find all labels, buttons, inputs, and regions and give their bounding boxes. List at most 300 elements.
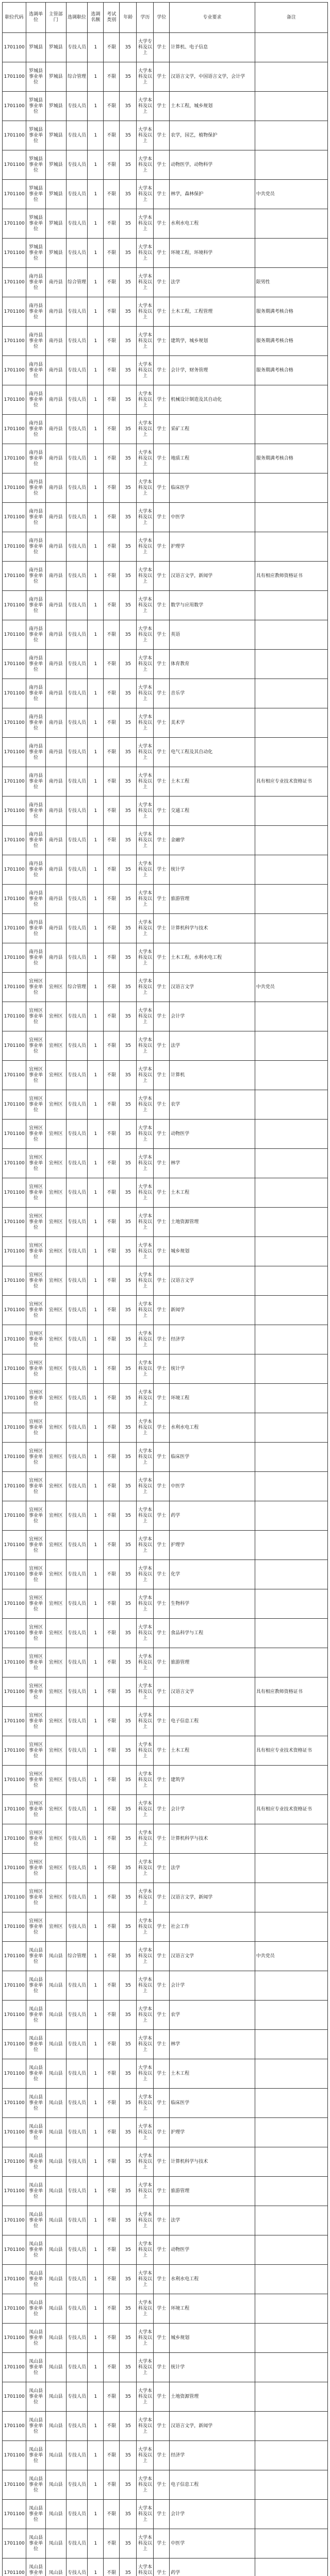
cell-edu: 大学本科及以上 [137, 1971, 154, 2001]
cell-edu: 大学本科及以上 [137, 973, 154, 1002]
cell-exam: 不限 [104, 2558, 120, 2576]
cell-num: 1 [88, 1120, 104, 1149]
cell-dept: 宜州区 [45, 1766, 66, 1795]
table-row [3, 2177, 328, 2206]
cell-num: 1 [88, 2147, 104, 2177]
cell-unit: 南丹县事业单位 [26, 826, 46, 855]
recruitment-table [2, 2, 328, 2576]
cell-exam: 不限 [104, 738, 120, 767]
cell-note [255, 1296, 327, 1325]
cell-unit: 宜州区事业单位 [26, 1766, 46, 1795]
header-age: 年龄 [120, 3, 137, 33]
header-post: 选调职位 [66, 3, 88, 33]
cell-deg: 学士 [154, 738, 170, 767]
table-row [3, 1090, 328, 1120]
cell-num: 1 [88, 1384, 104, 1413]
cell-code: 1701100 [3, 1090, 26, 1120]
table-row [3, 826, 328, 855]
cell-edu: 大学本科及以上 [137, 62, 154, 92]
cell-major: 计算机科学与技术 [170, 1824, 255, 1854]
cell-num: 1 [88, 914, 104, 943]
cell-code: 1701100 [3, 1942, 26, 1971]
cell-major: 数学与应用数学 [170, 591, 255, 620]
cell-note [255, 2235, 327, 2265]
cell-age: 35 [120, 209, 137, 239]
cell-major: 农学 [170, 1090, 255, 1120]
cell-unit: 南丹县事业单位 [26, 943, 46, 973]
cell-dept: 宜州区 [45, 1120, 66, 1149]
cell-exam: 不限 [104, 1619, 120, 1648]
cell-major: 社会工作 [170, 1912, 255, 1942]
cell-age: 35 [120, 826, 137, 855]
cell-deg: 学士 [154, 532, 170, 562]
header-dept: 主管部门 [45, 3, 66, 33]
cell-dept: 凤山县 [45, 2382, 66, 2412]
cell-code: 1701100 [3, 180, 26, 209]
cell-num: 1 [88, 973, 104, 1002]
cell-post: 专技人员 [66, 2030, 88, 2059]
cell-num: 1 [88, 1531, 104, 1560]
table-row [3, 2294, 328, 2324]
cell-code: 1701100 [3, 1178, 26, 1208]
cell-deg: 学士 [154, 1443, 170, 1472]
cell-dept: 宜州区 [45, 1266, 66, 1296]
cell-num: 1 [88, 2529, 104, 2558]
cell-major: 药学 [170, 2558, 255, 2576]
cell-code: 1701100 [3, 2324, 26, 2353]
cell-deg: 学士 [154, 1354, 170, 1384]
cell-age: 35 [120, 1677, 137, 1707]
cell-dept: 宜州区 [45, 1531, 66, 1560]
table-row [3, 532, 328, 562]
cell-major: 汉语言文学 [170, 973, 255, 1002]
cell-note [255, 1824, 327, 1854]
cell-dept: 凤山县 [45, 2558, 66, 2576]
cell-age: 35 [120, 62, 137, 92]
cell-exam: 不限 [104, 855, 120, 885]
cell-deg: 学士 [154, 2500, 170, 2529]
cell-unit: 凤山县事业单位 [26, 2412, 46, 2441]
cell-num: 1 [88, 1912, 104, 1942]
table-row [3, 708, 328, 738]
cell-num: 1 [88, 1443, 104, 1472]
recruitment-table-container [2, 2, 328, 2576]
cell-note [255, 1472, 327, 1501]
cell-note [255, 385, 327, 415]
cell-exam: 不限 [104, 973, 120, 1002]
table-row [3, 2500, 328, 2529]
cell-unit: 宜州区事业单位 [26, 1560, 46, 1589]
cell-exam: 不限 [104, 1912, 120, 1942]
cell-deg: 学士 [154, 1266, 170, 1296]
cell-exam: 不限 [104, 2470, 120, 2500]
cell-age: 35 [120, 356, 137, 385]
cell-deg: 学士 [154, 1707, 170, 1736]
table-row [3, 1619, 328, 1648]
table-row [3, 1501, 328, 1531]
table-row [3, 1971, 328, 2001]
cell-major: 土地资源管理 [170, 2382, 255, 2412]
cell-major: 电子信息工程 [170, 2470, 255, 2500]
cell-deg: 学士 [154, 2353, 170, 2382]
cell-post: 专技人员 [66, 2177, 88, 2206]
cell-post: 专技人员 [66, 327, 88, 356]
cell-note [255, 650, 327, 679]
cell-note [255, 62, 327, 92]
cell-unit: 南丹县事业单位 [26, 650, 46, 679]
cell-exam: 不限 [104, 473, 120, 503]
cell-post: 专技人员 [66, 1854, 88, 1883]
cell-note [255, 1501, 327, 1531]
cell-deg: 学士 [154, 1589, 170, 1619]
cell-dept: 宜州区 [45, 1237, 66, 1266]
cell-num: 1 [88, 2441, 104, 2470]
cell-exam: 不限 [104, 2059, 120, 2089]
cell-note [255, 33, 327, 62]
cell-note [255, 1031, 327, 1061]
cell-unit: 宜州区事业单位 [26, 1031, 46, 1061]
cell-note [255, 1384, 327, 1413]
cell-major: 环境工程，环境科学 [170, 239, 255, 268]
cell-note [255, 1266, 327, 1296]
cell-code: 1701100 [3, 1472, 26, 1501]
cell-unit: 南丹县事业单位 [26, 532, 46, 562]
cell-post: 专技人员 [66, 1325, 88, 1354]
cell-unit: 罗城县事业单位 [26, 121, 46, 150]
cell-major: 农学 [170, 2001, 255, 2030]
cell-edu: 大学本科及以上 [137, 2147, 154, 2177]
cell-age: 35 [120, 2089, 137, 2118]
table-row [3, 385, 328, 415]
cell-major: 旅游管理 [170, 885, 255, 914]
cell-major: 土木工程，工程管理 [170, 297, 255, 327]
cell-num: 1 [88, 1061, 104, 1090]
cell-edu: 大学本科及以上 [137, 2294, 154, 2324]
cell-major: 水利水电工程 [170, 2265, 255, 2294]
cell-major: 汉语言文学，新闻学 [170, 562, 255, 591]
cell-code: 1701100 [3, 1854, 26, 1883]
table-row [3, 767, 328, 796]
cell-code: 1701100 [3, 973, 26, 1002]
cell-major: 土木工程，水利水电工程 [170, 943, 255, 973]
cell-exam: 不限 [104, 2235, 120, 2265]
cell-note [255, 2529, 327, 2558]
cell-major: 动物医学 [170, 1120, 255, 1149]
cell-note [255, 239, 327, 268]
cell-age: 35 [120, 1149, 137, 1178]
cell-unit: 宜州区事业单位 [26, 973, 46, 1002]
cell-major: 汉语言文学 [170, 1942, 255, 1971]
cell-code: 1701100 [3, 150, 26, 180]
cell-unit: 罗城县事业单位 [26, 239, 46, 268]
cell-code: 1701100 [3, 1237, 26, 1266]
cell-code: 1701100 [3, 33, 26, 62]
cell-major: 法学 [170, 1854, 255, 1883]
cell-edu: 大学本科及以上 [137, 1031, 154, 1061]
cell-deg: 学士 [154, 855, 170, 885]
cell-deg: 学士 [154, 2001, 170, 2030]
table-row [3, 1883, 328, 1912]
cell-dept: 宜州区 [45, 1208, 66, 1237]
cell-major: 会计学 [170, 1002, 255, 1031]
cell-unit: 凤山县事业单位 [26, 2001, 46, 2030]
cell-note [255, 1237, 327, 1266]
cell-unit: 宜州区事业单位 [26, 1354, 46, 1384]
cell-edu: 大学本科及以上 [137, 1266, 154, 1296]
cell-exam: 不限 [104, 2412, 120, 2441]
cell-unit: 宜州区事业单位 [26, 1296, 46, 1325]
cell-num: 1 [88, 180, 104, 209]
cell-dept: 罗城县 [45, 209, 66, 239]
cell-code: 1701100 [3, 1971, 26, 2001]
cell-post: 专技人员 [66, 767, 88, 796]
cell-unit: 宜州区事业单位 [26, 1707, 46, 1736]
cell-num: 1 [88, 2118, 104, 2147]
cell-num: 1 [88, 33, 104, 62]
cell-code: 1701100 [3, 1912, 26, 1942]
cell-deg: 学士 [154, 1237, 170, 1266]
cell-code: 1701100 [3, 2558, 26, 2576]
cell-deg: 学士 [154, 796, 170, 826]
cell-note [255, 209, 327, 239]
cell-dept: 南丹县 [45, 385, 66, 415]
cell-note [255, 1354, 327, 1384]
cell-code: 1701100 [3, 1531, 26, 1560]
cell-num: 1 [88, 2294, 104, 2324]
cell-edu: 大学本科及以上 [137, 767, 154, 796]
cell-exam: 不限 [104, 1883, 120, 1912]
cell-code: 1701100 [3, 1120, 26, 1149]
cell-dept: 宜州区 [45, 1149, 66, 1178]
cell-edu: 大学本科及以上 [137, 1560, 154, 1589]
cell-exam: 不限 [104, 1384, 120, 1413]
cell-note [255, 1061, 327, 1090]
cell-code: 1701100 [3, 297, 26, 327]
cell-major: 旅游管理 [170, 1648, 255, 1677]
cell-unit: 南丹县事业单位 [26, 620, 46, 650]
cell-age: 35 [120, 1912, 137, 1942]
table-row [3, 2353, 328, 2382]
cell-major: 土木工程 [170, 2059, 255, 2089]
cell-deg: 学士 [154, 1912, 170, 1942]
cell-unit: 南丹县事业单位 [26, 738, 46, 767]
cell-num: 1 [88, 1354, 104, 1384]
cell-code: 1701100 [3, 2235, 26, 2265]
cell-note [255, 1883, 327, 1912]
cell-major: 食品科学与工程 [170, 1619, 255, 1648]
table-row [3, 796, 328, 826]
cell-unit: 宜州区事业单位 [26, 1472, 46, 1501]
cell-age: 35 [120, 650, 137, 679]
cell-unit: 宜州区事业单位 [26, 1736, 46, 1766]
cell-edu: 大学本科及以上 [137, 2441, 154, 2470]
table-row [3, 1002, 328, 1031]
cell-exam: 不限 [104, 2177, 120, 2206]
table-row [3, 738, 328, 767]
cell-age: 35 [120, 679, 137, 708]
cell-note [255, 1619, 327, 1648]
cell-post: 专技人员 [66, 738, 88, 767]
cell-code: 1701100 [3, 826, 26, 855]
cell-post: 专技人员 [66, 532, 88, 562]
cell-exam: 不限 [104, 1002, 120, 1031]
cell-exam: 不限 [104, 415, 120, 444]
cell-note: 中共党员 [255, 973, 327, 1002]
cell-dept: 宜州区 [45, 1824, 66, 1854]
cell-post: 专技人员 [66, 33, 88, 62]
cell-age: 35 [120, 2412, 137, 2441]
cell-exam: 不限 [104, 1413, 120, 1443]
cell-code: 1701100 [3, 1354, 26, 1384]
cell-num: 1 [88, 2030, 104, 2059]
cell-deg: 学士 [154, 239, 170, 268]
cell-edu: 大学本科及以上 [137, 1677, 154, 1707]
cell-dept: 宜州区 [45, 1648, 66, 1677]
cell-note [255, 1854, 327, 1883]
table-row [3, 180, 328, 209]
cell-deg: 学士 [154, 591, 170, 620]
cell-num: 1 [88, 2089, 104, 2118]
cell-edu: 大学本科及以上 [137, 92, 154, 121]
cell-major: 土地资源管理 [170, 1208, 255, 1237]
cell-exam: 不限 [104, 2441, 120, 2470]
cell-code: 1701100 [3, 943, 26, 973]
cell-code: 1701100 [3, 2500, 26, 2529]
cell-dept: 宜州区 [45, 1472, 66, 1501]
cell-unit: 宜州区事业单位 [26, 1531, 46, 1560]
cell-post: 专技人员 [66, 591, 88, 620]
cell-dept: 南丹县 [45, 473, 66, 503]
cell-unit: 南丹县事业单位 [26, 415, 46, 444]
table-row [3, 2030, 328, 2059]
cell-num: 1 [88, 2324, 104, 2353]
cell-age: 35 [120, 1090, 137, 1120]
cell-major: 临床医学 [170, 1443, 255, 1472]
cell-num: 1 [88, 532, 104, 562]
cell-major: 化学 [170, 1560, 255, 1589]
table-row [3, 1824, 328, 1854]
cell-exam: 不限 [104, 2001, 120, 2030]
cell-post: 专技人员 [66, 1266, 88, 1296]
cell-post: 专技人员 [66, 1766, 88, 1795]
cell-major: 会计学 [170, 1971, 255, 2001]
cell-exam: 不限 [104, 1325, 120, 1354]
cell-age: 35 [120, 1883, 137, 1912]
cell-deg: 学士 [154, 1472, 170, 1501]
table-row [3, 1589, 328, 1619]
cell-major: 新闻学 [170, 1296, 255, 1325]
cell-note [255, 2030, 327, 2059]
cell-unit: 宜州区事业单位 [26, 1883, 46, 1912]
cell-deg: 学士 [154, 1736, 170, 1766]
cell-num: 1 [88, 943, 104, 973]
cell-major: 英语 [170, 620, 255, 650]
cell-major: 采矿工程 [170, 415, 255, 444]
cell-exam: 不限 [104, 1090, 120, 1120]
cell-major: 中医学 [170, 2529, 255, 2558]
table-row [3, 1795, 328, 1824]
cell-unit: 罗城县 [26, 33, 46, 62]
cell-num: 1 [88, 1795, 104, 1824]
cell-age: 35 [120, 973, 137, 1002]
cell-num: 1 [88, 2500, 104, 2529]
table-row [3, 444, 328, 473]
cell-unit: 凤山县事业单位 [26, 2470, 46, 2500]
cell-note [255, 2089, 327, 2118]
cell-deg: 学士 [154, 562, 170, 591]
cell-exam: 不限 [104, 1178, 120, 1208]
cell-unit: 宜州区事业单位 [26, 1002, 46, 1031]
cell-age: 35 [120, 327, 137, 356]
cell-exam: 不限 [104, 444, 120, 473]
table-row [3, 1443, 328, 1472]
cell-code: 1701100 [3, 2001, 26, 2030]
cell-post: 专技人员 [66, 1178, 88, 1208]
cell-dept: 南丹县 [45, 268, 66, 297]
cell-major: 电子信息工程 [170, 1707, 255, 1736]
cell-unit: 罗城县事业单位 [26, 62, 46, 92]
cell-code: 1701100 [3, 1766, 26, 1795]
cell-major: 法学 [170, 268, 255, 297]
cell-unit: 罗城县事业单位 [26, 150, 46, 180]
cell-exam: 不限 [104, 1149, 120, 1178]
cell-post: 专技人员 [66, 385, 88, 415]
cell-num: 1 [88, 738, 104, 767]
cell-dept: 罗城县 [45, 239, 66, 268]
cell-deg: 学士 [154, 268, 170, 297]
cell-exam: 不限 [104, 885, 120, 914]
cell-post: 专技人员 [66, 2353, 88, 2382]
cell-major: 生物科学 [170, 1589, 255, 1619]
cell-edu: 大学本科及以上 [137, 415, 154, 444]
cell-post: 专技人员 [66, 1061, 88, 1090]
cell-deg: 学士 [154, 1120, 170, 1149]
table-row [3, 943, 328, 973]
cell-exam: 不限 [104, 239, 120, 268]
cell-dept: 宜州区 [45, 1384, 66, 1413]
cell-age: 35 [120, 591, 137, 620]
cell-exam: 不限 [104, 1237, 120, 1266]
cell-deg: 学士 [154, 1384, 170, 1413]
header-exam: 考试类别 [104, 3, 120, 33]
cell-note [255, 1589, 327, 1619]
table-row [3, 2059, 328, 2089]
table-row [3, 1237, 328, 1266]
cell-num: 1 [88, 1736, 104, 1766]
cell-edu: 大学本科及以上 [137, 2412, 154, 2441]
cell-edu: 大学本科及以上 [137, 2177, 154, 2206]
cell-num: 1 [88, 503, 104, 532]
cell-note [255, 1707, 327, 1736]
cell-post: 专技人员 [66, 1443, 88, 1472]
cell-dept: 凤山县 [45, 2030, 66, 2059]
cell-post: 专技人员 [66, 679, 88, 708]
cell-age: 35 [120, 914, 137, 943]
cell-deg: 学士 [154, 1178, 170, 1208]
cell-dept: 凤山县 [45, 2441, 66, 2470]
cell-unit: 宜州区事业单位 [26, 1061, 46, 1090]
cell-deg: 学士 [154, 1090, 170, 1120]
cell-num: 1 [88, 1296, 104, 1325]
cell-num: 1 [88, 1472, 104, 1501]
cell-note [255, 914, 327, 943]
cell-major: 建筑学，城乡规划 [170, 327, 255, 356]
cell-edu: 大学本科及以 [137, 2558, 154, 2576]
cell-exam: 不限 [104, 503, 120, 532]
table-row [3, 1325, 328, 1354]
cell-deg: 学士 [154, 1002, 170, 1031]
cell-post: 专技人员 [66, 796, 88, 826]
